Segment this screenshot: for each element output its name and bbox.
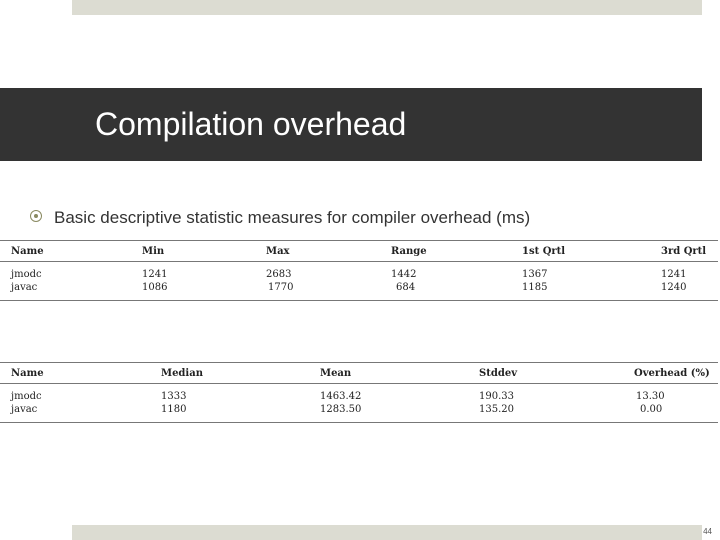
table-cell: javac [11,282,38,293]
table-row [0,262,718,282]
col-header: 1st Qrtl [522,245,566,257]
slide-title: Compilation overhead [95,106,407,142]
table-cell: 1770 [268,282,294,293]
table-cell: 1241 [661,269,687,280]
table-row [0,281,718,301]
table-row [0,403,718,423]
table-cell: 190.33 [479,391,514,402]
table-cell: 1442 [391,269,417,280]
table-cell: 13.30 [636,391,665,402]
table-cell: javac [11,404,38,415]
col-header: Max [266,245,290,257]
table-cell: 0.00 [640,404,663,415]
top-decor-bar [72,0,702,15]
bullet-text: Basic descriptive statistic measures for compiler overhead (ms) [54,208,531,227]
col-header: Min [142,245,165,257]
table-header-row [0,241,718,262]
col-header: Name [11,245,44,257]
col-header: Name [11,367,44,379]
table-cell: 135.20 [479,404,514,415]
table-cell: jmodc [11,391,42,402]
stats-table-2 [0,362,718,423]
table-cell: 1367 [522,269,548,280]
col-header: Median [161,367,203,379]
col-header: Stddev [479,367,517,379]
bottom-decor-bar [72,525,702,540]
table-cell: 1333 [161,391,187,402]
table-cell: 1086 [142,282,168,293]
table-cell: 1180 [161,404,187,415]
table-cell: 1463.42 [320,391,362,402]
table-cell: 684 [396,282,416,293]
col-header: Mean [320,367,352,379]
table-row [0,384,718,404]
col-header: Range [391,245,427,257]
table-header-row [0,363,718,384]
bullet-icon [30,210,42,222]
table-cell: 1241 [142,269,168,280]
table-cell: jmodc [11,269,42,280]
col-header: Overhead (%) [634,367,710,379]
table-cell: 2683 [266,269,292,280]
table-cell: 1283.50 [320,404,362,415]
page-number: 44 [703,527,712,536]
table-cell: 1185 [522,282,548,293]
table-cell: 1240 [661,282,687,293]
stats-table-1 [0,240,718,301]
col-header: 3rd Qrtl [661,245,707,257]
